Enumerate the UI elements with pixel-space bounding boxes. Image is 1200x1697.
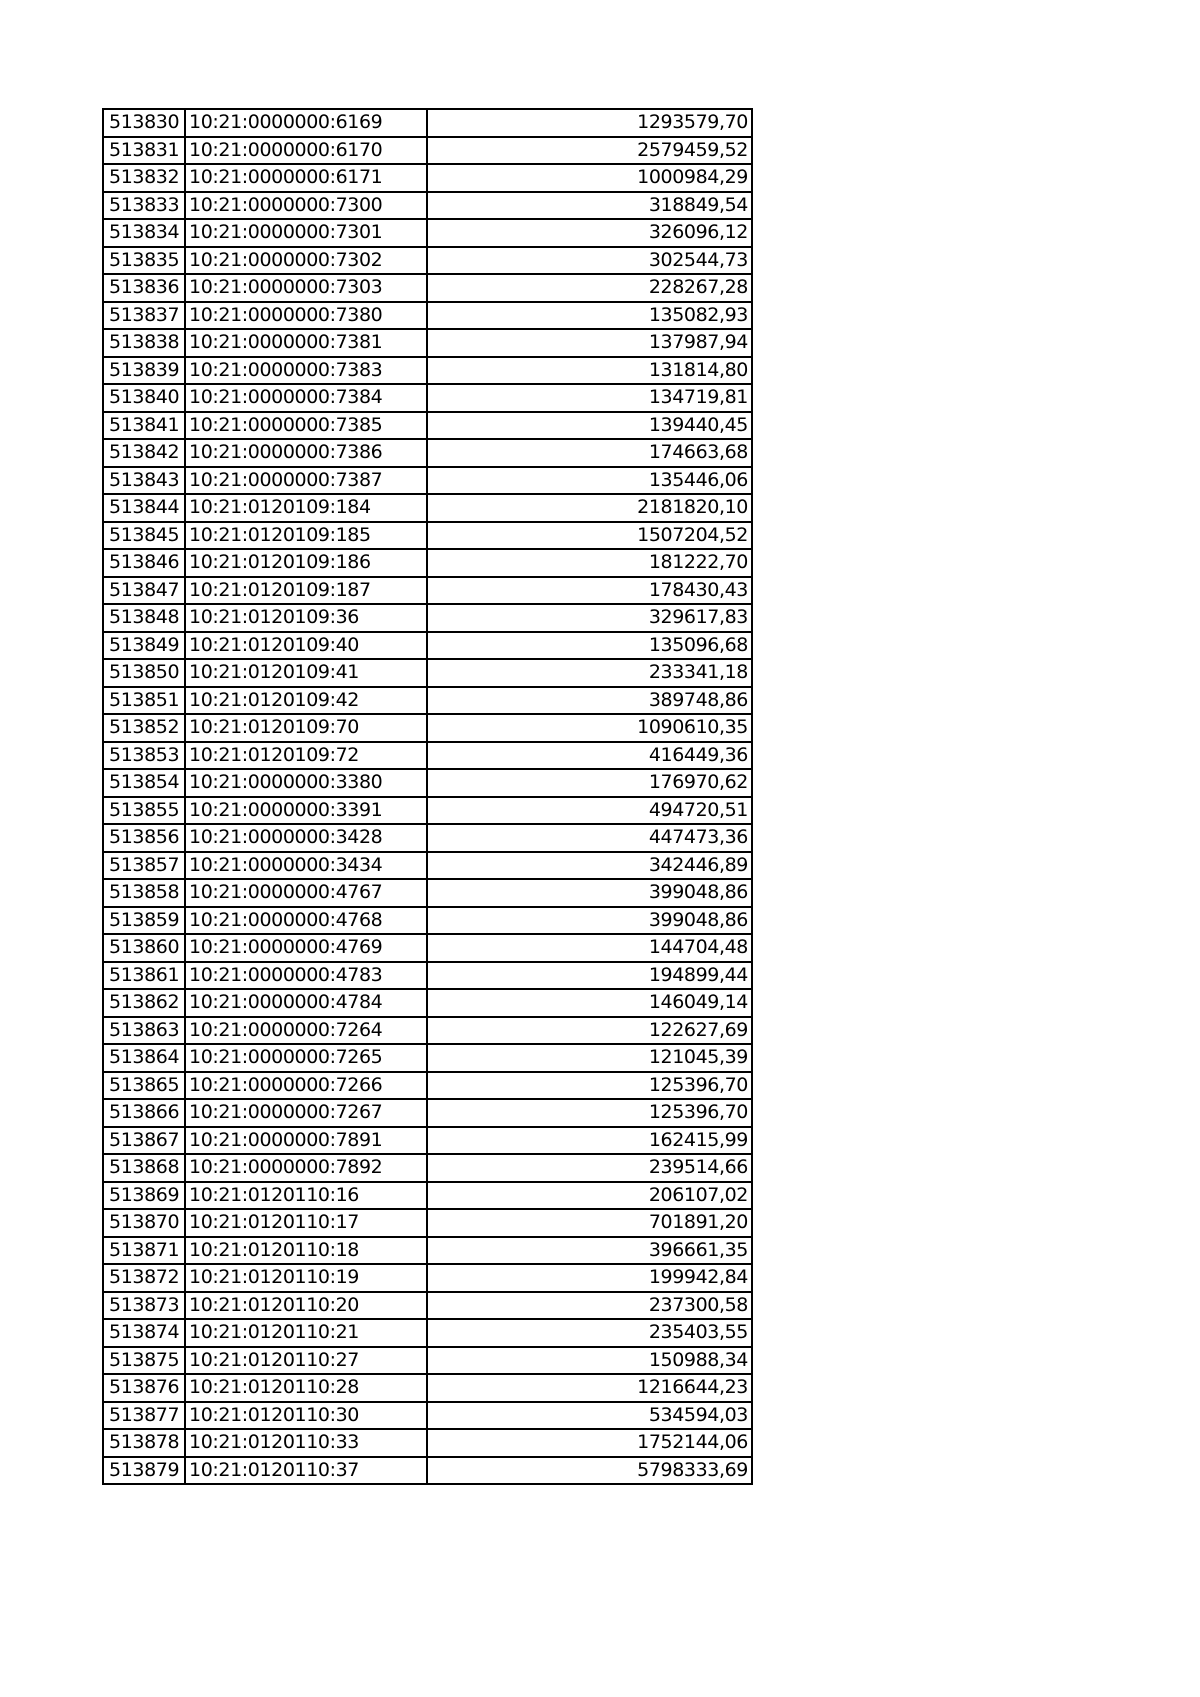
value-cell: 146049,14 bbox=[427, 989, 752, 1017]
row-number-cell: 513866 bbox=[103, 1099, 185, 1127]
cadastral-number-cell: 10:21:0000000:3391 bbox=[185, 797, 427, 825]
value-cell: 389748,86 bbox=[427, 687, 752, 715]
cadastral-number-cell: 10:21:0120109:70 bbox=[185, 714, 427, 742]
cadastral-number-cell: 10:21:0000000:7381 bbox=[185, 329, 427, 357]
row-number-cell: 513845 bbox=[103, 522, 185, 550]
row-number-cell: 513834 bbox=[103, 219, 185, 247]
table-row bbox=[103, 549, 752, 577]
table-row bbox=[103, 1457, 752, 1485]
row-number-cell: 513868 bbox=[103, 1154, 185, 1182]
cadastral-number-cell: 10:21:0000000:3434 bbox=[185, 852, 427, 880]
value-cell: 181222,70 bbox=[427, 549, 752, 577]
table-row bbox=[103, 1264, 752, 1292]
cadastral-number-cell: 10:21:0000000:7380 bbox=[185, 302, 427, 330]
table-row bbox=[103, 302, 752, 330]
value-cell: 399048,86 bbox=[427, 907, 752, 935]
value-cell: 329617,83 bbox=[427, 604, 752, 632]
row-number-cell: 513849 bbox=[103, 632, 185, 660]
value-cell: 2181820,10 bbox=[427, 494, 752, 522]
row-number-cell: 513874 bbox=[103, 1319, 185, 1347]
value-cell: 176970,62 bbox=[427, 769, 752, 797]
cadastral-number-cell: 10:21:0000000:7303 bbox=[185, 274, 427, 302]
cadastral-number-cell: 10:21:0000000:3380 bbox=[185, 769, 427, 797]
cadastral-number-cell: 10:21:0120109:41 bbox=[185, 659, 427, 687]
cadastral-number-cell: 10:21:0120110:28 bbox=[185, 1374, 427, 1402]
cadastral-number-cell: 10:21:0120109:185 bbox=[185, 522, 427, 550]
cadastral-number-cell: 10:21:0000000:7892 bbox=[185, 1154, 427, 1182]
row-number-cell: 513878 bbox=[103, 1429, 185, 1457]
table-row bbox=[103, 1127, 752, 1155]
table-row bbox=[103, 274, 752, 302]
cadastral-number-cell: 10:21:0120109:40 bbox=[185, 632, 427, 660]
value-cell: 5798333,69 bbox=[427, 1457, 752, 1485]
value-cell: 302544,73 bbox=[427, 247, 752, 275]
cadastral-number-cell: 10:21:0000000:3428 bbox=[185, 824, 427, 852]
table-row bbox=[103, 1182, 752, 1210]
table-row bbox=[103, 439, 752, 467]
row-number-cell: 513860 bbox=[103, 934, 185, 962]
value-cell: 416449,36 bbox=[427, 742, 752, 770]
table-row bbox=[103, 1209, 752, 1237]
table-row bbox=[103, 962, 752, 990]
cadastral-number-cell: 10:21:0120110:30 bbox=[185, 1402, 427, 1430]
cadastral-number-cell: 10:21:0000000:7385 bbox=[185, 412, 427, 440]
table-row bbox=[103, 109, 752, 137]
table-row bbox=[103, 1429, 752, 1457]
value-cell: 134719,81 bbox=[427, 384, 752, 412]
table-row bbox=[103, 852, 752, 880]
table-row bbox=[103, 357, 752, 385]
table-row bbox=[103, 1402, 752, 1430]
row-number-cell: 513841 bbox=[103, 412, 185, 440]
row-number-cell: 513848 bbox=[103, 604, 185, 632]
cadastral-number-cell: 10:21:0000000:7302 bbox=[185, 247, 427, 275]
row-number-cell: 513830 bbox=[103, 109, 185, 137]
cadastral-number-cell: 10:21:0000000:7387 bbox=[185, 467, 427, 495]
value-cell: 494720,51 bbox=[427, 797, 752, 825]
value-cell: 121045,39 bbox=[427, 1044, 752, 1072]
value-cell: 235403,55 bbox=[427, 1319, 752, 1347]
cadastral-number-cell: 10:21:0000000:7891 bbox=[185, 1127, 427, 1155]
table-row bbox=[103, 714, 752, 742]
table-row bbox=[103, 192, 752, 220]
row-number-cell: 513851 bbox=[103, 687, 185, 715]
cadastral-number-cell: 10:21:0120110:18 bbox=[185, 1237, 427, 1265]
table-row bbox=[103, 797, 752, 825]
table-row bbox=[103, 659, 752, 687]
table-row bbox=[103, 934, 752, 962]
row-number-cell: 513879 bbox=[103, 1457, 185, 1485]
cadastral-number-cell: 10:21:0120110:27 bbox=[185, 1347, 427, 1375]
table-row bbox=[103, 769, 752, 797]
row-number-cell: 513852 bbox=[103, 714, 185, 742]
table-row bbox=[103, 1099, 752, 1127]
table-row bbox=[103, 247, 752, 275]
cadastral-number-cell: 10:21:0120110:33 bbox=[185, 1429, 427, 1457]
value-cell: 228267,28 bbox=[427, 274, 752, 302]
row-number-cell: 513854 bbox=[103, 769, 185, 797]
value-cell: 206107,02 bbox=[427, 1182, 752, 1210]
row-number-cell: 513877 bbox=[103, 1402, 185, 1430]
cadastral-number-cell: 10:21:0000000:7264 bbox=[185, 1017, 427, 1045]
table-row bbox=[103, 384, 752, 412]
value-cell: 178430,43 bbox=[427, 577, 752, 605]
table-row bbox=[103, 1237, 752, 1265]
row-number-cell: 513857 bbox=[103, 852, 185, 880]
value-cell: 150988,34 bbox=[427, 1347, 752, 1375]
table-row bbox=[103, 687, 752, 715]
row-number-cell: 513867 bbox=[103, 1127, 185, 1155]
cadastral-number-cell: 10:21:0000000:4783 bbox=[185, 962, 427, 990]
value-cell: 125396,70 bbox=[427, 1099, 752, 1127]
row-number-cell: 513876 bbox=[103, 1374, 185, 1402]
table-row bbox=[103, 1044, 752, 1072]
row-number-cell: 513831 bbox=[103, 137, 185, 165]
value-cell: 131814,80 bbox=[427, 357, 752, 385]
value-cell: 342446,89 bbox=[427, 852, 752, 880]
table-row bbox=[103, 1319, 752, 1347]
value-cell: 122627,69 bbox=[427, 1017, 752, 1045]
value-cell: 1000984,29 bbox=[427, 164, 752, 192]
value-cell: 174663,68 bbox=[427, 439, 752, 467]
value-cell: 1752144,06 bbox=[427, 1429, 752, 1457]
value-cell: 396661,35 bbox=[427, 1237, 752, 1265]
cadastral-number-cell: 10:21:0000000:7267 bbox=[185, 1099, 427, 1127]
row-number-cell: 513838 bbox=[103, 329, 185, 357]
row-number-cell: 513839 bbox=[103, 357, 185, 385]
value-cell: 701891,20 bbox=[427, 1209, 752, 1237]
value-cell: 135096,68 bbox=[427, 632, 752, 660]
row-number-cell: 513850 bbox=[103, 659, 185, 687]
row-number-cell: 513864 bbox=[103, 1044, 185, 1072]
value-cell: 135082,93 bbox=[427, 302, 752, 330]
value-cell: 1216644,23 bbox=[427, 1374, 752, 1402]
row-number-cell: 513865 bbox=[103, 1072, 185, 1100]
value-cell: 1507204,52 bbox=[427, 522, 752, 550]
row-number-cell: 513862 bbox=[103, 989, 185, 1017]
value-cell: 318849,54 bbox=[427, 192, 752, 220]
table-row bbox=[103, 164, 752, 192]
row-number-cell: 513832 bbox=[103, 164, 185, 192]
row-number-cell: 513859 bbox=[103, 907, 185, 935]
value-cell: 139440,45 bbox=[427, 412, 752, 440]
cadastral-number-cell: 10:21:0120109:186 bbox=[185, 549, 427, 577]
cadastral-number-cell: 10:21:0000000:6171 bbox=[185, 164, 427, 192]
cadastral-number-cell: 10:21:0000000:7265 bbox=[185, 1044, 427, 1072]
cadastral-number-cell: 10:21:0000000:4767 bbox=[185, 879, 427, 907]
table-row bbox=[103, 1347, 752, 1375]
table-row bbox=[103, 137, 752, 165]
cadastral-number-cell: 10:21:0120109:184 bbox=[185, 494, 427, 522]
table-row bbox=[103, 329, 752, 357]
row-number-cell: 513856 bbox=[103, 824, 185, 852]
row-number-cell: 513837 bbox=[103, 302, 185, 330]
row-number-cell: 513835 bbox=[103, 247, 185, 275]
table-row bbox=[103, 1072, 752, 1100]
cadastral-number-cell: 10:21:0000000:6169 bbox=[185, 109, 427, 137]
cadastral-number-cell: 10:21:0000000:7383 bbox=[185, 357, 427, 385]
cadastral-number-cell: 10:21:0120110:20 bbox=[185, 1292, 427, 1320]
row-number-cell: 513836 bbox=[103, 274, 185, 302]
value-cell: 534594,03 bbox=[427, 1402, 752, 1430]
row-number-cell: 513875 bbox=[103, 1347, 185, 1375]
value-cell: 399048,86 bbox=[427, 879, 752, 907]
value-cell: 1090610,35 bbox=[427, 714, 752, 742]
row-number-cell: 513871 bbox=[103, 1237, 185, 1265]
row-number-cell: 513863 bbox=[103, 1017, 185, 1045]
cadastral-number-cell: 10:21:0120109:36 bbox=[185, 604, 427, 632]
table-row bbox=[103, 1374, 752, 1402]
cadastral-number-cell: 10:21:0120110:21 bbox=[185, 1319, 427, 1347]
table-row bbox=[103, 1292, 752, 1320]
row-number-cell: 513861 bbox=[103, 962, 185, 990]
value-cell: 162415,99 bbox=[427, 1127, 752, 1155]
value-cell: 194899,44 bbox=[427, 962, 752, 990]
cadastral-number-cell: 10:21:0000000:4768 bbox=[185, 907, 427, 935]
row-number-cell: 513840 bbox=[103, 384, 185, 412]
table-row bbox=[103, 1154, 752, 1182]
cadastral-number-cell: 10:21:0000000:7301 bbox=[185, 219, 427, 247]
cadastral-number-cell: 10:21:0000000:7300 bbox=[185, 192, 427, 220]
value-cell: 1293579,70 bbox=[427, 109, 752, 137]
cadastral-number-cell: 10:21:0000000:4769 bbox=[185, 934, 427, 962]
cadastral-number-cell: 10:21:0000000:7266 bbox=[185, 1072, 427, 1100]
cadastral-number-cell: 10:21:0120110:37 bbox=[185, 1457, 427, 1485]
row-number-cell: 513853 bbox=[103, 742, 185, 770]
row-number-cell: 513833 bbox=[103, 192, 185, 220]
row-number-cell: 513872 bbox=[103, 1264, 185, 1292]
row-number-cell: 513855 bbox=[103, 797, 185, 825]
cadastral-number-cell: 10:21:0120109:187 bbox=[185, 577, 427, 605]
cadastral-number-cell: 10:21:0120110:19 bbox=[185, 1264, 427, 1292]
table-row bbox=[103, 824, 752, 852]
table-row bbox=[103, 632, 752, 660]
value-cell: 326096,12 bbox=[427, 219, 752, 247]
table-body bbox=[103, 109, 752, 1484]
value-cell: 199942,84 bbox=[427, 1264, 752, 1292]
table-row bbox=[103, 494, 752, 522]
value-cell: 237300,58 bbox=[427, 1292, 752, 1320]
row-number-cell: 513846 bbox=[103, 549, 185, 577]
cadastral-number-cell: 10:21:0120110:16 bbox=[185, 1182, 427, 1210]
row-number-cell: 513858 bbox=[103, 879, 185, 907]
table-row bbox=[103, 219, 752, 247]
cadastral-number-cell: 10:21:0120109:42 bbox=[185, 687, 427, 715]
row-number-cell: 513847 bbox=[103, 577, 185, 605]
table-row bbox=[103, 412, 752, 440]
value-cell: 239514,66 bbox=[427, 1154, 752, 1182]
table-row bbox=[103, 989, 752, 1017]
cadastral-number-cell: 10:21:0000000:7384 bbox=[185, 384, 427, 412]
cadastral-number-cell: 10:21:0120109:72 bbox=[185, 742, 427, 770]
row-number-cell: 513844 bbox=[103, 494, 185, 522]
table-row bbox=[103, 522, 752, 550]
cadastral-number-cell: 10:21:0000000:6170 bbox=[185, 137, 427, 165]
row-number-cell: 513843 bbox=[103, 467, 185, 495]
value-cell: 137987,94 bbox=[427, 329, 752, 357]
value-cell: 447473,36 bbox=[427, 824, 752, 852]
cadastral-number-cell: 10:21:0000000:7386 bbox=[185, 439, 427, 467]
row-number-cell: 513869 bbox=[103, 1182, 185, 1210]
table-row bbox=[103, 907, 752, 935]
table-row bbox=[103, 604, 752, 632]
value-cell: 135446,06 bbox=[427, 467, 752, 495]
cadastral-number-cell: 10:21:0000000:4784 bbox=[185, 989, 427, 1017]
row-number-cell: 513842 bbox=[103, 439, 185, 467]
cadastral-number-cell: 10:21:0120110:17 bbox=[185, 1209, 427, 1237]
table-row bbox=[103, 879, 752, 907]
table-row bbox=[103, 577, 752, 605]
row-number-cell: 513873 bbox=[103, 1292, 185, 1320]
data-table bbox=[102, 108, 753, 1485]
table-row bbox=[103, 467, 752, 495]
table-row bbox=[103, 1017, 752, 1045]
value-cell: 2579459,52 bbox=[427, 137, 752, 165]
value-cell: 144704,48 bbox=[427, 934, 752, 962]
value-cell: 233341,18 bbox=[427, 659, 752, 687]
table-row bbox=[103, 742, 752, 770]
row-number-cell: 513870 bbox=[103, 1209, 185, 1237]
value-cell: 125396,70 bbox=[427, 1072, 752, 1100]
